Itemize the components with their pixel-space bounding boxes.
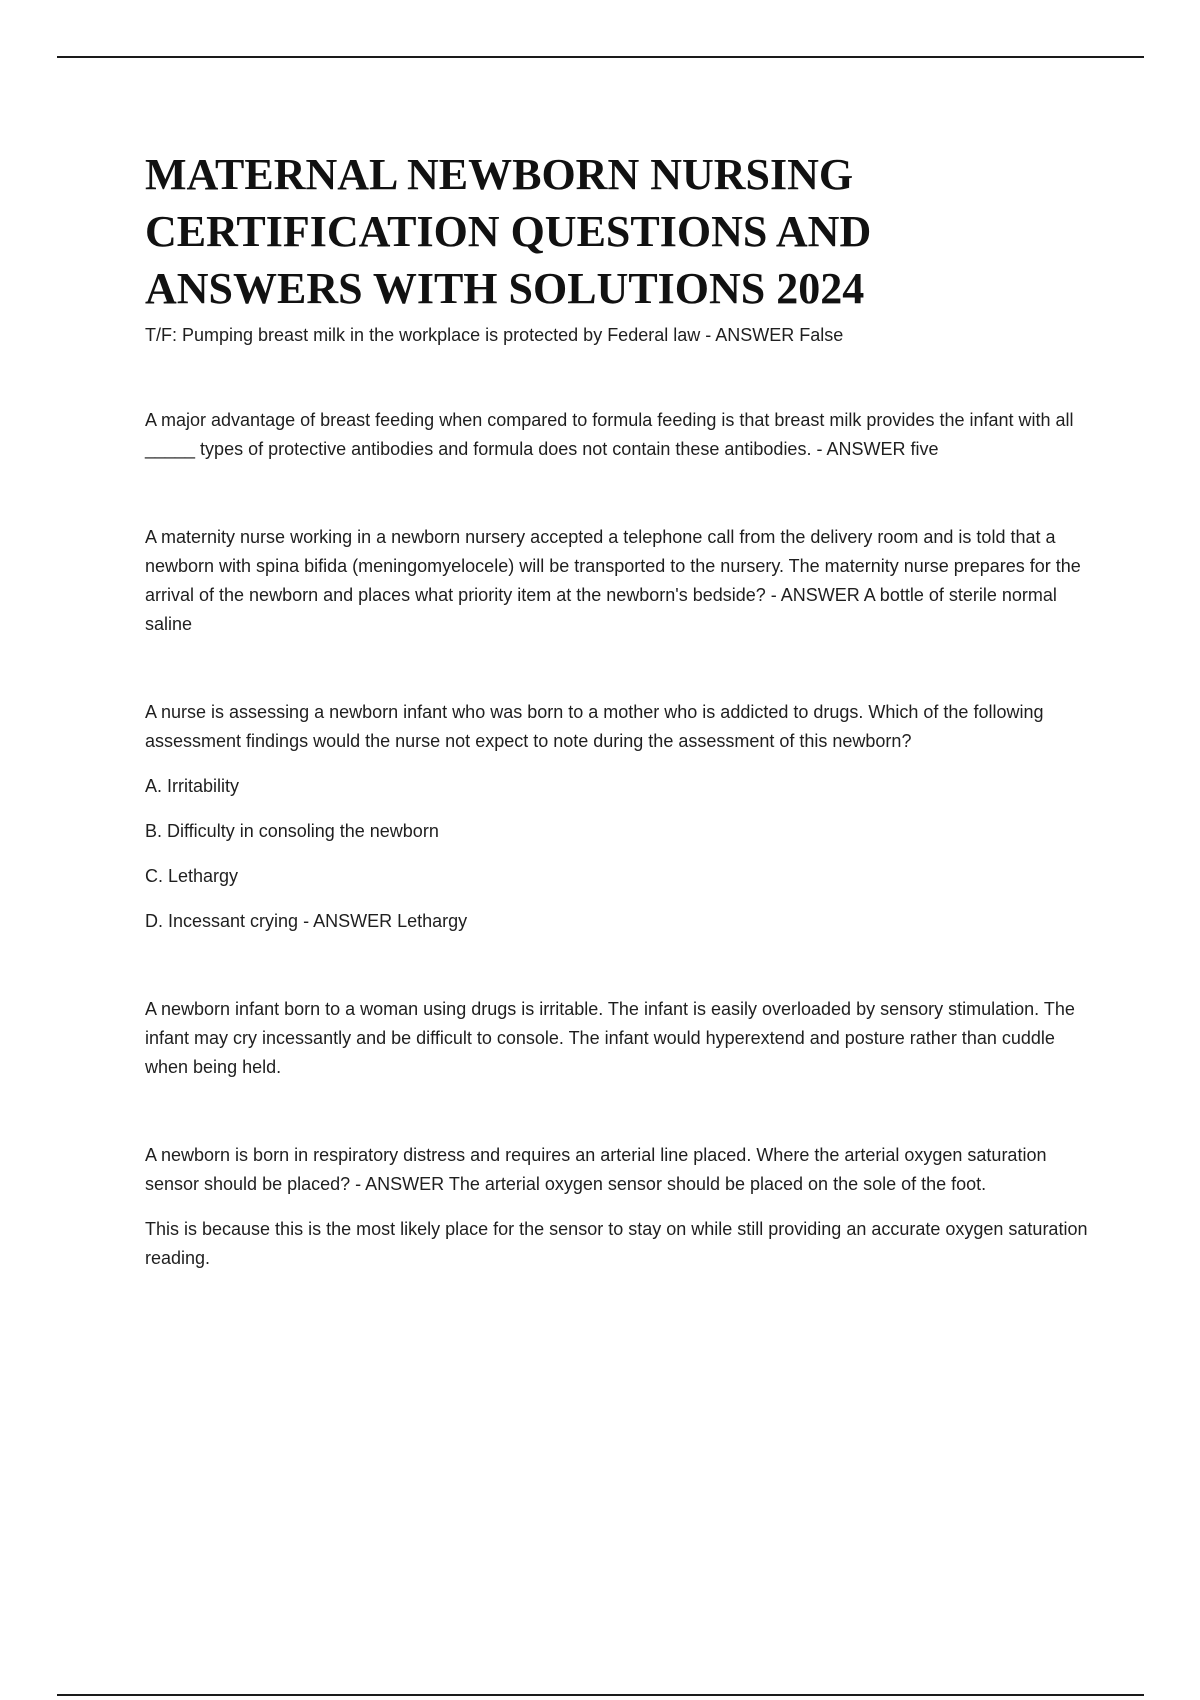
qa-item-2: A major advantage of breast feeding when compared to formula feeding is that breast milk provides the infant with all _____ types of protective antibodies and formula does not contain these antibodies. - ANSWER five xyxy=(145,410,1074,459)
document-body xyxy=(145,146,1095,1273)
qa-item-4-option-a: A. Irritability xyxy=(145,776,240,796)
qa-item-4-option-b: B. Difficulty in consoling the newborn xyxy=(145,821,439,841)
qa-item-4-explanation: A newborn infant born to a woman using drugs is irritable. The infant is easily overloaded by sensory stimulation. The infant may cry incessantly and be difficult to console. The infant would hyperextend and posture rather than cuddle when being held. xyxy=(145,999,1075,1077)
qa-item-4-option-d: D. Incessant crying - ANSWER Lethargy xyxy=(145,911,468,931)
qa-item-5-explanation: This is because this is the most likely place for the sensor to stay on while still providing an accurate oxygen saturation reading. xyxy=(145,1219,1088,1268)
qa-item-4-option-c: C. Lethargy xyxy=(145,866,239,886)
footer-rule xyxy=(57,1694,1144,1696)
qa-item-3: A maternity nurse working in a newborn nursery accepted a telephone call from the delivery room and is told that a newborn with spina bifida (meningomyelocele) will be transported to the nursery. The maternity nurse prepares for the arrival of the newborn and places what priority item at the newborn's bedside? - ANSWER A bottle of sterile normal saline xyxy=(145,527,1081,634)
qa-item-4-question: A nurse is assessing a newborn infant who was born to a mother who is addicted to drugs. Which of the following assessment findings would the nurse not expect to note during the assessment of this newborn? xyxy=(145,702,1044,751)
document-title: MATERNAL NEWBORN NURSING CERTIFICATION QUESTIONS AND ANSWERS WITH SOLUTIONS 2024 xyxy=(145,150,872,313)
qa-item-1: T/F: Pumping breast milk in the workplace is protected by Federal law - ANSWER False xyxy=(145,325,844,345)
qa-list xyxy=(145,321,1095,1273)
qa-item-5-question: A newborn is born in respiratory distress and requires an arterial line placed. Where the arterial oxygen saturation sensor should be placed? - ANSWER The arterial oxygen sensor should be placed on the sole of the foot. xyxy=(145,1145,1047,1194)
header-rule xyxy=(57,56,1144,58)
